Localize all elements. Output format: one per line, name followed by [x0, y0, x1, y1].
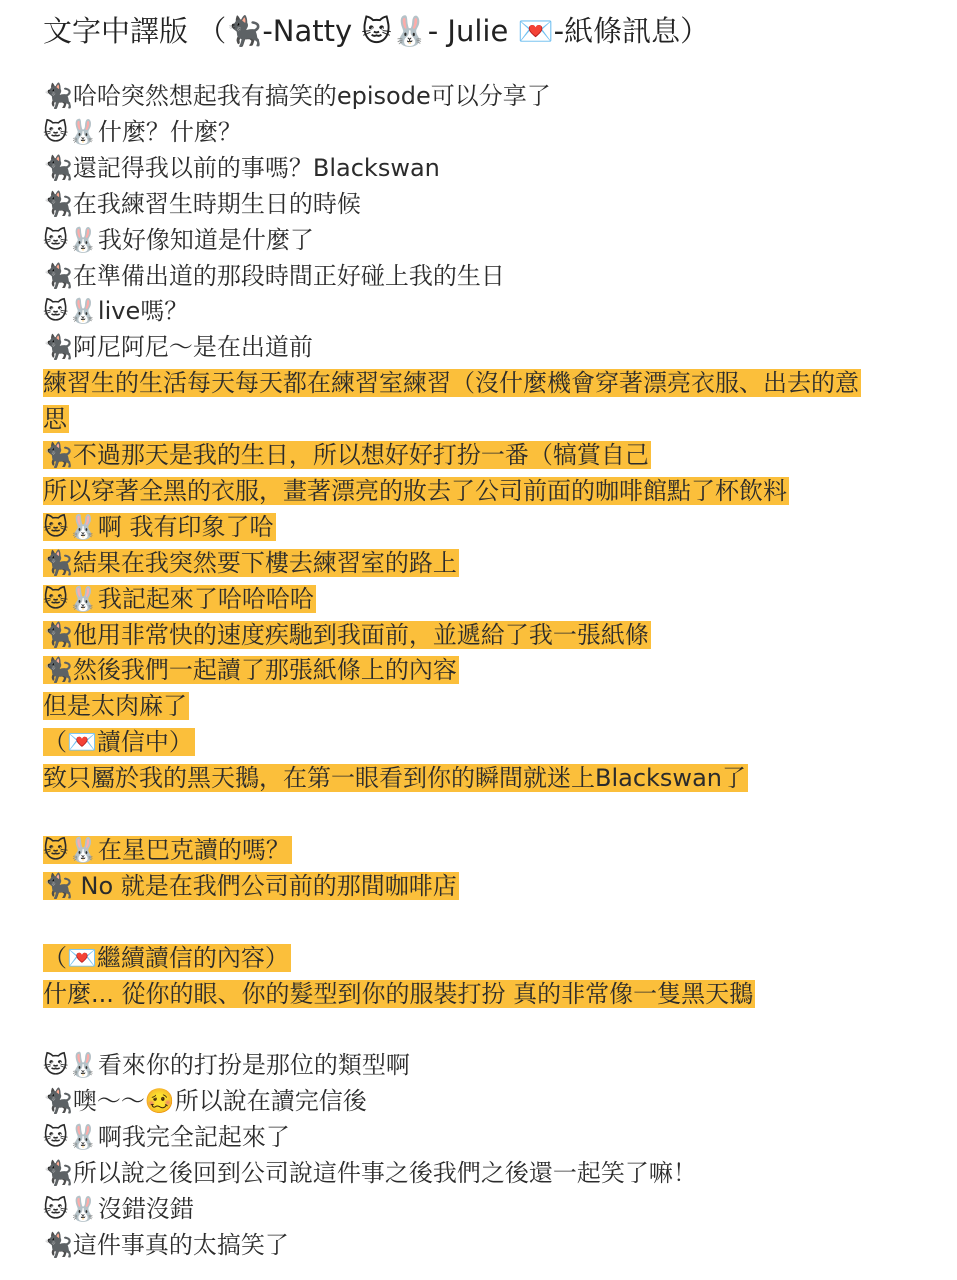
dialogue-line [43, 329, 315, 365]
dialogue-line [43, 832, 292, 868]
dialogue-text: 但是太肉麻了 [43, 692, 187, 721]
dialogue-text: 🐈‍⬛哈哈突然想起我有搞笑的episode可以分享了 [43, 82, 551, 110]
dialogue-line [43, 78, 553, 114]
dialogue-text [43, 800, 45, 828]
dialogue-line [43, 186, 363, 222]
dialogue-line [43, 1119, 292, 1155]
dialogue-text: 🐈‍⬛他用非常快的速度疾馳到我面前，並遞給了我一張紙條 [43, 620, 649, 649]
dialogue-line [43, 724, 195, 760]
dialogue-line [43, 760, 748, 796]
dialogue-text: 🐱🐰看來你的打扮是那位的類型啊 [43, 1051, 410, 1080]
dialogue-text: 🐈‍⬛然後我們一起讀了那張紙條上的內容 [43, 656, 457, 685]
dialogue-text: （💌讀信中） [43, 728, 193, 757]
dialogue-line [43, 150, 442, 186]
dialogue-line [43, 1191, 196, 1227]
dialogue-line [43, 293, 190, 329]
blank-line [43, 796, 45, 832]
dialogue-text: 所以穿著全黑的衣服，畫著漂亮的妝去了公司前面的咖啡館點了杯飲料 [43, 476, 787, 505]
dialogue-line [43, 581, 316, 617]
dialogue-line [43, 1155, 699, 1191]
dialogue-text: 練習生的生活每天每天都在練習室練習（沒什麼機會穿著漂亮衣服、出去的意 [43, 369, 859, 398]
blank-line [43, 1011, 45, 1047]
dialogue-text: 🐱🐰啊 我有印象了哈 [43, 512, 274, 541]
dialogue-line [43, 940, 291, 976]
dialogue-text: 🐱🐰沒錯沒錯 [43, 1194, 194, 1223]
dialogue-line [43, 652, 459, 688]
dialogue-line [43, 365, 861, 401]
dialogue-text: 🐱🐰我好像知道是什麼了 [43, 225, 314, 254]
dialogue-line [43, 688, 189, 724]
dialogue-text: 🐱🐰在星巴克讀的嗎？ [43, 835, 290, 864]
dialogue-line [43, 545, 459, 581]
dialogue-text: 🐱🐰啊我完全記起來了 [43, 1123, 290, 1152]
dialogue-text: 🐈‍⬛噢～～🥴所以說在讀完信後 [43, 1087, 367, 1116]
dialogue-text: 🐈‍⬛結果在我突然要下樓去練習室的路上 [43, 548, 457, 577]
dialogue-line [43, 868, 459, 904]
dialogue-line [43, 1227, 291, 1263]
dialogue-text: 🐈‍⬛在我練習生時期生日的時候 [43, 189, 361, 218]
dialogue-text: 🐈‍⬛不過那天是我的生日，所以想好好打扮一番（犒賞自己 [43, 441, 649, 469]
blank-line [43, 904, 45, 940]
dialogue-text: 🐈‍⬛還記得我以前的事嗎？Blackswan [43, 153, 440, 182]
dialogue-line [43, 437, 651, 473]
dialogue-text: 🐱🐰什麼？什麼？ [43, 117, 242, 146]
dialogue-line [43, 473, 789, 509]
dialogue-text: （💌繼續讀信的內容） [43, 943, 289, 972]
dialogue-text: 致只屬於我的黑天鵝，在第一眼看到你的瞬間就迷上Blackswan了 [43, 764, 746, 793]
dialogue-text [43, 908, 45, 936]
dialogue-line [43, 222, 316, 258]
dialogue-line [43, 258, 507, 294]
dialogue-line [43, 114, 244, 150]
dialogue-line [43, 1083, 369, 1119]
dialogue-text: 🐈‍⬛這件事真的太搞笑了 [43, 1230, 289, 1259]
dialogue-text: 🐱🐰live嗎？ [43, 297, 189, 326]
dialogue-line [43, 617, 651, 653]
dialogue-text: 🐈‍⬛所以說之後回到公司說這件事之後我們之後還一起笑了嘛！ [43, 1159, 697, 1187]
dialogue-text: 思 [43, 405, 67, 434]
dialogue-line [43, 509, 276, 545]
dialogue-text [43, 1015, 45, 1043]
document-title: 文字中譯版 （🐈‍⬛-Natty 🐱🐰- Julie 💌-紙條訊息） [43, 14, 710, 48]
dialogue-text: 🐈‍⬛阿尼阿尼～是在出道前 [43, 333, 313, 362]
dialogue-line [43, 976, 755, 1012]
dialogue-text: 什麼... 從你的眼、你的髮型到你的服裝打扮 真的非常像一隻黑天鵝 [43, 979, 754, 1008]
dialogue-text: 🐈‍⬛在準備出道的那段時間正好碰上我的生日 [43, 261, 505, 290]
dialogue-line [43, 401, 69, 437]
dialogue-line [43, 1047, 412, 1083]
dialogue-text: 🐱🐰我記起來了哈哈哈哈 [43, 584, 314, 613]
dialogue-text: 🐈‍⬛ No 就是在我們公司前的那間咖啡店 [43, 871, 457, 900]
